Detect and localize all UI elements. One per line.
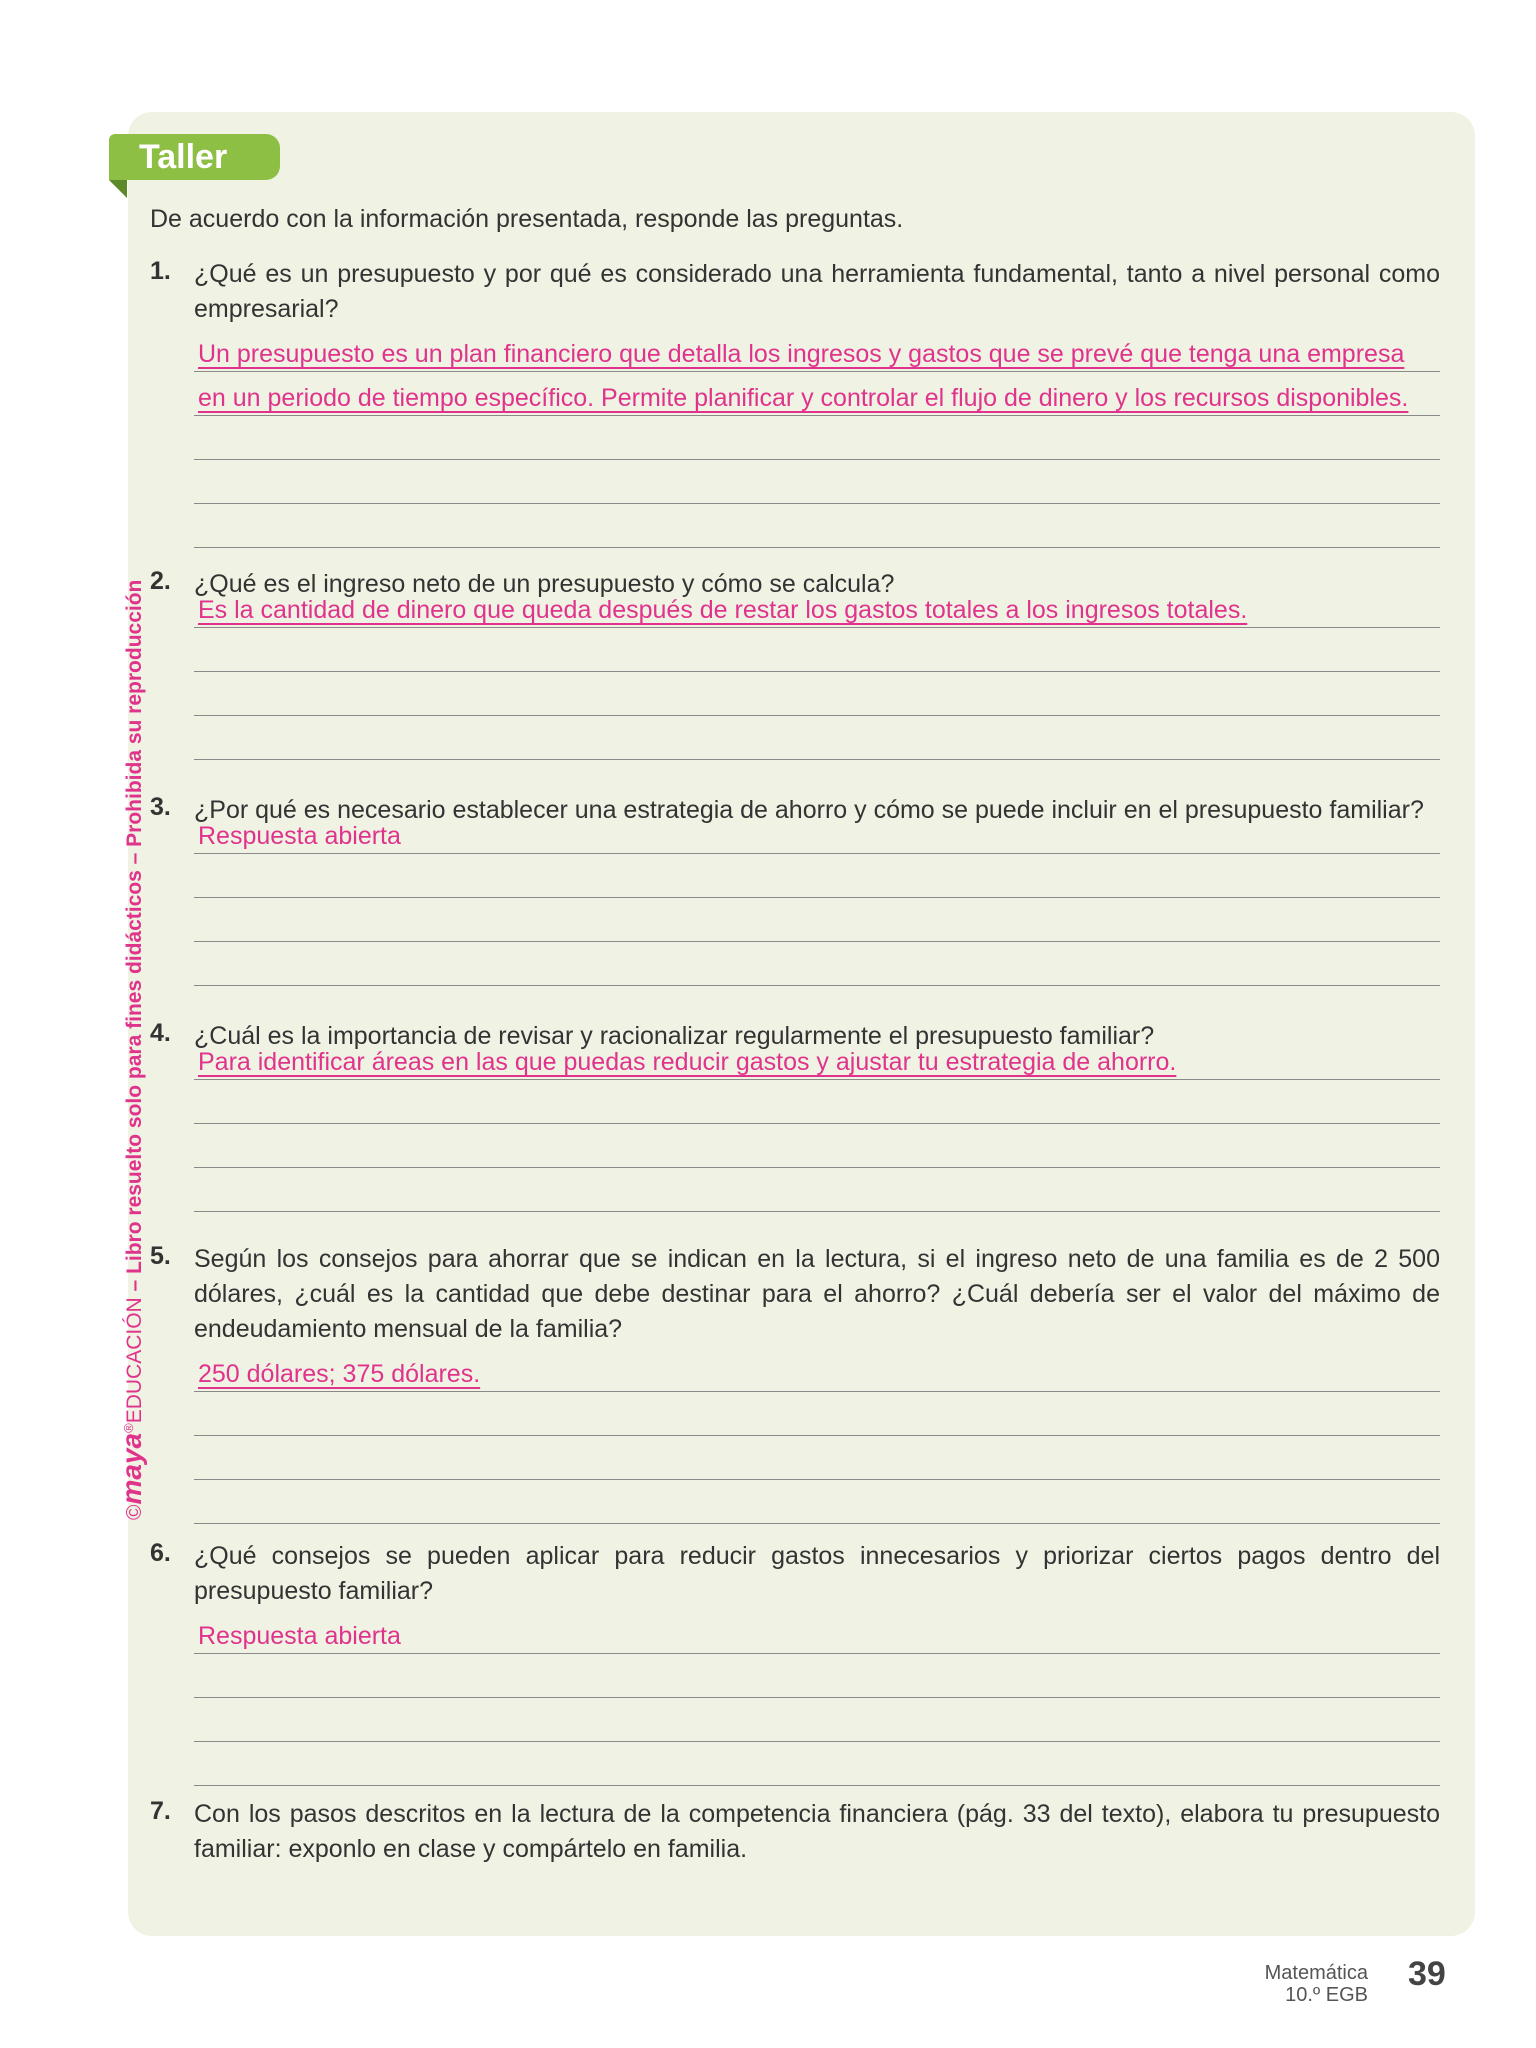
question-6: [150, 1539, 1440, 1650]
question-4: [150, 1019, 1440, 1076]
answer-line[interactable]: [194, 1392, 1440, 1436]
answer-lines: [194, 1348, 1440, 1524]
copyright-notice: [116, 580, 148, 1520]
answer-line[interactable]: [194, 810, 1440, 854]
answer-line[interactable]: [194, 672, 1440, 716]
answer-line[interactable]: [194, 1480, 1440, 1524]
question-3: [150, 793, 1440, 850]
brand-logo: maya: [116, 1432, 147, 1505]
answer-lines: [194, 1036, 1440, 1212]
question-text: Con los pasos descritos en la lectura de la competencia financiera (pág. 33 del texto), elabora tu presupuesto familiar: exponlo en clase y compártelo en familia.: [194, 1800, 1440, 1863]
question-number: 5.: [150, 1242, 171, 1270]
question-text: ¿Cuál es la importancia de revisar y racionalizar regularmente el presupuesto familiar?: [194, 1022, 1155, 1050]
answer-text: Respuesta abierta: [198, 822, 401, 850]
question-number: 1.: [150, 257, 171, 285]
answer-lines: [194, 1610, 1440, 1786]
registered-mark: ®: [121, 1423, 136, 1433]
answer-line[interactable]: [194, 584, 1440, 628]
intro-text: De acuerdo con la información presentada, responde las preguntas.: [150, 205, 904, 233]
answer-line[interactable]: [194, 1080, 1440, 1124]
answer-lines: [194, 810, 1440, 986]
answer-line[interactable]: [194, 460, 1440, 504]
answer-line[interactable]: [194, 1036, 1440, 1080]
answer-text: Un presupuesto es un plan financiero que detalla los ingresos y gastos que se prevé que tenga una empresa: [198, 340, 1405, 368]
question-7: [150, 1797, 1440, 1867]
answer-line[interactable]: [194, 1654, 1440, 1698]
answer-line[interactable]: [194, 504, 1440, 548]
question-number: 2.: [150, 567, 171, 595]
answer-lines: [194, 584, 1440, 760]
tab-fold: [109, 180, 127, 198]
question-2: [150, 567, 1440, 624]
answer-line[interactable]: [194, 328, 1440, 372]
question-number: 4.: [150, 1019, 171, 1047]
answer-line[interactable]: [194, 1436, 1440, 1480]
answer-line[interactable]: [194, 1742, 1440, 1786]
question-number: 7.: [150, 1797, 171, 1825]
answer-line[interactable]: [194, 1168, 1440, 1212]
question-text: ¿Qué consejos se pueden aplicar para reducir gastos innecesarios y priorizar ciertos pagos dentro del presupuesto familiar?: [194, 1542, 1440, 1605]
copyright-symbol: ©: [123, 1504, 146, 1520]
question-5: [150, 1242, 1440, 1388]
footer-grade: 10.º EGB: [1285, 1984, 1368, 2006]
brand-edu: EDUCACIÓN: [123, 1297, 146, 1424]
answer-line[interactable]: [194, 1348, 1440, 1392]
question-1: [150, 257, 1440, 412]
footer-subject-block: [1265, 1962, 1368, 2006]
answer-line[interactable]: [194, 372, 1440, 416]
answer-text: 250 dólares; 375 dólares.: [198, 1360, 481, 1388]
answer-line[interactable]: [194, 628, 1440, 672]
section-title: Taller: [109, 134, 280, 180]
answer-line[interactable]: [194, 1698, 1440, 1742]
answer-text: Para identificar áreas en las que puedas reducir gastos y ajustar tu estrategia de ahorro.: [198, 1048, 1177, 1076]
question-text: ¿Por qué es necesario establecer una estrategia de ahorro y cómo se puede incluir en el presupuesto familiar?: [194, 796, 1424, 824]
answer-text: Respuesta abierta: [198, 1622, 401, 1650]
answer-text: en un periodo de tiempo específico. Permite planificar y controlar el flujo de dinero y los recursos disponibles.: [198, 384, 1409, 412]
page-number: 39: [1408, 1955, 1446, 1993]
answer-line[interactable]: [194, 854, 1440, 898]
question-text: Según los consejos para ahorrar que se indican en la lectura, si el ingreso neto de una familia es de 2 500 dólares, ¿cuál es la cantidad que debe destinar para el ahorro? ¿Cuál debería ser el valor del máximo de endeudamiento mensual de la familia?: [194, 1245, 1440, 1343]
answer-line[interactable]: [194, 416, 1440, 460]
answer-line[interactable]: [194, 942, 1440, 986]
question-text: ¿Qué es un presupuesto y por qué es considerado una herramienta fundamental, tanto a nivel personal como empresarial?: [194, 260, 1440, 323]
answer-line[interactable]: [194, 1124, 1440, 1168]
answer-line[interactable]: [194, 1610, 1440, 1654]
question-number: 3.: [150, 793, 171, 821]
question-number: 6.: [150, 1539, 171, 1567]
answer-line[interactable]: [194, 716, 1440, 760]
footer-subject: Matemática: [1264, 1962, 1368, 1984]
answer-line[interactable]: [194, 898, 1440, 942]
answer-text: Es la cantidad de dinero que queda después de restar los gastos totales a los ingresos totales.: [198, 596, 1248, 624]
answer-lines: [194, 328, 1440, 548]
notice-text: – Libro resuelto solo para fines didácticos – Prohibida su reproducción: [123, 579, 146, 1298]
question-text: ¿Qué es el ingreso neto de un presupuesto y cómo se calcula?: [194, 570, 895, 598]
